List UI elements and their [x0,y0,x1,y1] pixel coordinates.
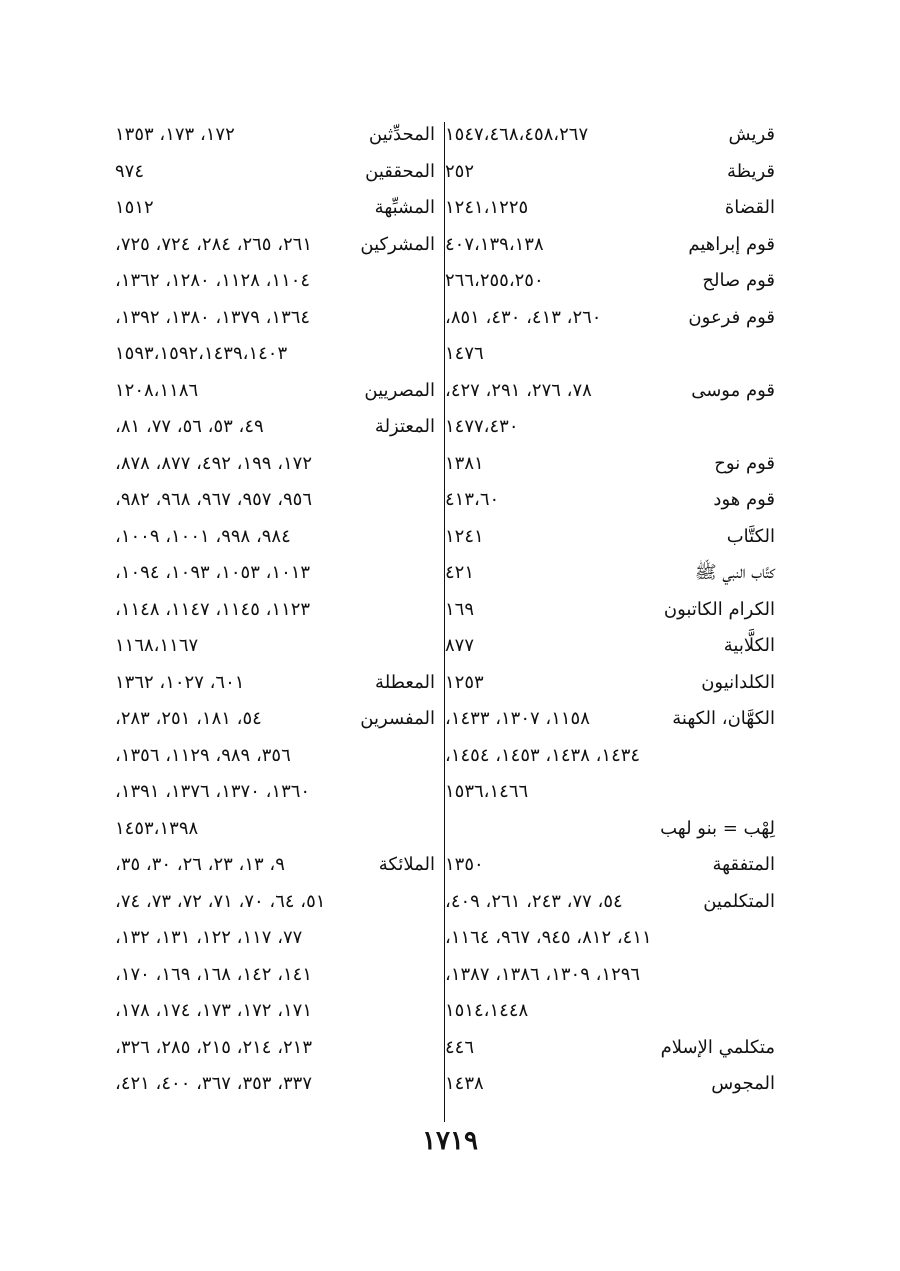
index-entry [445,154,775,191]
entry-term: المحدِّثين [368,124,435,145]
entry-refs: ٤١١، ٨١٢، ٩٤٥، ٩٦٧، ١١٦٤، [445,927,652,948]
entry-term: المشبِّهة [374,197,435,218]
entry-refs: ١٢٤١ [445,525,484,547]
index-column-left [115,117,435,1103]
entry-refs: ٤٢١ [445,562,475,583]
entry-refs: ٣٣٧، ٣٥٣، ٣٦٧، ٤٠٠، ٤٢١، [115,1073,313,1094]
entry-refs: ١٤١، ١٤٢، ١٦٨، ١٦٩، ١٧٠، [115,963,313,985]
entry-refs: ١٥٩٣،١٥٩٢،١٤٣٩،١٤٠٣ [115,343,288,364]
entry-refs: ٣٥٦، ٩٨٩، ١١٢٩، ١٣٥٦، [115,744,291,766]
entry-term: الكلَّابية [723,635,775,656]
index-entry [445,884,775,921]
entry-refs: ١٣٦٠، ١٣٧٠، ١٣٧٦، ١٣٩١، [115,781,311,802]
index-entry [445,1030,775,1067]
entry-refs: ٤٠٧،١٣٩،١٣٨ [445,233,544,255]
entry-refs: ٦٠١، ١٠٢٧، ١٣٦٢ [115,671,245,693]
index-continuation-line [115,555,435,592]
index-continuation-line [115,920,435,957]
entry-refs: ١٤٧٧،٤٣٠ [445,416,519,437]
page-number: ١٧١٩ [422,1126,478,1156]
entry-refs: ٧٧، ١١٧، ١٢٢، ١٣١، ١٣٢، [115,927,303,948]
entry-refs: ١٤٥٣،١٣٩٨ [115,817,199,839]
entry-refs: ١٤٣٨ [445,1073,484,1094]
index-continuation-line [115,774,435,811]
index-entry [115,847,435,884]
entry-refs: ١٧٢، ١٧٣، ١٣٥٣ [115,124,235,145]
index-entry [445,482,775,519]
entry-term: قريظة [727,160,775,182]
entry-refs: ٥٤، ٧٧، ٢٤٣، ٢٦١، ٤٠٩، [445,890,623,912]
entry-refs: ١٥٣٦،١٤٦٦ [445,781,529,802]
index-continuation-line [115,263,435,300]
index-continuation-line [115,1066,435,1103]
index-entry [445,190,775,227]
entry-refs: ٢٦٦،٢٥٥،٢٥٠ [445,270,544,291]
entry-refs: ١١٦٨،١١٦٧ [115,635,199,656]
entry-term: قوم نوح [714,452,775,474]
entry-term: المشركين [360,233,435,255]
index-continuation-line [445,774,775,811]
entry-term: الملائكة [378,854,435,875]
entry-refs: ١٢٤١،١٢٢٥ [445,197,529,218]
index-continuation-line [115,738,435,775]
entry-refs: ٨٧٧ [445,635,475,656]
entry-refs: ٩، ١٣، ٢٣، ٢٦، ٣٠، ٣٥، [115,854,285,875]
index-entry [445,300,775,337]
entry-term: الكلدانيون [701,671,775,693]
entry-refs: ٧٨، ٢٧٦، ٢٩١، ٤٢٧، [445,379,592,401]
entry-term: قريش [728,124,775,145]
entry-term: الكتَّاب [726,525,775,547]
index-continuation-line [115,482,435,519]
index-entry [115,154,435,191]
entry-refs: ٥٤، ١٨١، ٢٥١، ٢٨٣، [115,708,262,729]
entry-refs: ٩٧٤ [115,160,145,182]
index-entry [445,701,775,738]
entry-term: قوم هود [713,489,775,510]
entry-refs: ١٧١، ١٧٢، ١٧٣، ١٧٤، ١٧٨، [115,1000,313,1021]
index-entry [445,263,775,300]
index-continuation-line [115,446,435,483]
entry-refs: ١١٠٤، ١١٢٨، ١٢٨٠، ١٣٦٢، [115,270,311,291]
index-continuation-line [445,957,775,994]
index-entry [115,701,435,738]
index-entry [115,409,435,446]
entry-term: المفسرين [360,708,435,729]
entry-refs: ١٢٥٣ [445,671,484,693]
entry-term: الكرام الكاتبون [663,598,775,620]
entry-term: المصريين [364,379,435,401]
entry-refs: ١٣٨١ [445,452,484,474]
index-continuation-line [445,409,775,446]
index-entry [445,519,775,556]
entry-refs: ١٠١٣، ١٠٥٣، ١٠٩٣، ١٠٩٤، [115,562,311,583]
entry-refs: ١٢٩٦، ١٣٠٩، ١٣٨٦، ١٣٨٧، [445,963,641,985]
index-entry [445,847,775,884]
index-continuation-line [115,592,435,629]
entry-term: المجوس [711,1073,775,1094]
index-entry [445,592,775,629]
index-continuation-line [115,336,435,373]
entry-refs: ٩٥٦، ٩٥٧، ٩٦٧، ٩٦٨، ٩٨٢، [115,489,313,510]
entry-refs: ١٥٤٧،٤٦٨،٤٥٨،٢٦٧ [445,124,589,145]
index-entry [115,665,435,702]
entry-term: متكلمي الإسلام [660,1036,775,1058]
entry-refs: ١٥١٤،١٤٤٨ [445,1000,529,1021]
index-continuation-line [115,1030,435,1067]
index-entry [115,117,435,154]
entry-refs: ١٥١٢ [115,197,154,218]
entry-refs: ١١٢٣، ١١٤٥، ١١٤٧، ١١٤٨، [115,598,311,620]
index-continuation-line [115,884,435,921]
index-continuation-line [445,738,775,775]
index-entry [445,555,775,592]
index-column-right [445,117,775,1103]
index-entry [445,117,775,154]
entry-refs: ٢١٣، ٢١٤، ٢١٥، ٢٨٥، ٣٢٦، [115,1036,313,1058]
index-entry [445,446,775,483]
entry-refs: ٢٦١، ٢٦٥، ٢٨٤، ٧٢٤، ٧٢٥، [115,233,313,255]
entry-refs: ١٦٩ [445,598,475,620]
entry-term: المتكلمين [703,890,775,912]
index-continuation-line [115,628,435,665]
entry-refs: ١٢٠٨،١١٨٦ [115,379,199,401]
index-entry [445,1066,775,1103]
column-divider [444,122,445,1122]
entry-refs: ١١٥٨، ١٣٠٧، ١٤٣٣، [445,708,590,729]
entry-term: قوم صالح [702,270,775,291]
index-continuation-line [115,519,435,556]
index-continuation-line [115,993,435,1030]
entry-refs: ١٣٦٤، ١٣٧٩، ١٣٨٠، ١٣٩٢، [115,306,311,328]
entry-term: المتفقهة [712,854,775,875]
entry-refs: ٤٩، ٥٣، ٥٦، ٧٧، ٨١، [115,416,264,437]
entry-term: لِهْب = بنو لهب [660,817,775,839]
entry-term: المعطلة [375,671,435,693]
index-continuation-line [115,957,435,994]
index-entry [445,227,775,264]
entry-term: قوم فرعون [688,306,775,328]
index-continuation-line [445,336,775,373]
entry-refs: ٢٦٠، ٤١٣، ٤٣٠، ٨٥١، [445,306,602,328]
index-entry [115,227,435,264]
entry-refs: ٤٤٦ [445,1036,475,1058]
entry-refs: ٥١، ٦٤، ٧٠، ٧١، ٧٢، ٧٣، ٧٤، [115,890,326,912]
entry-term: المعتزلة [374,416,435,437]
entry-refs: ٩٨٤، ٩٩٨، ١٠٠١، ١٠٠٩، [115,525,291,547]
entry-refs: ١٣٥٠ [445,854,484,875]
entry-refs: ٤١٣،٦٠ [445,489,500,510]
entry-term: المحققين [365,160,435,182]
entry-refs: ١٤٧٦ [445,343,484,364]
entry-refs: ١٤٣٤، ١٤٣٨، ١٤٥٣، ١٤٥٤، [445,744,641,766]
entry-refs: ١٧٢، ١٩٩، ٤٩٢، ٨٧٧، ٨٧٨، [115,452,313,474]
index-continuation-line [115,811,435,848]
index-entry [445,628,775,665]
index-entry [115,190,435,227]
index-entry [445,811,775,848]
index-continuation-line [115,300,435,337]
entry-refs: ٢٥٢ [445,160,475,182]
entry-term: قوم موسى [691,379,775,401]
index-entry [445,373,775,410]
index-continuation-line [445,920,775,957]
index-entry [115,373,435,410]
index-continuation-line [445,993,775,1030]
entry-term: كتَّاب النبي ﷺ [694,562,775,583]
entry-term: القضاة [724,197,775,218]
entry-term: الكهَّان، الكهنة [672,708,775,729]
index-entry [445,665,775,702]
entry-term: قوم إبراهيم [688,233,775,255]
